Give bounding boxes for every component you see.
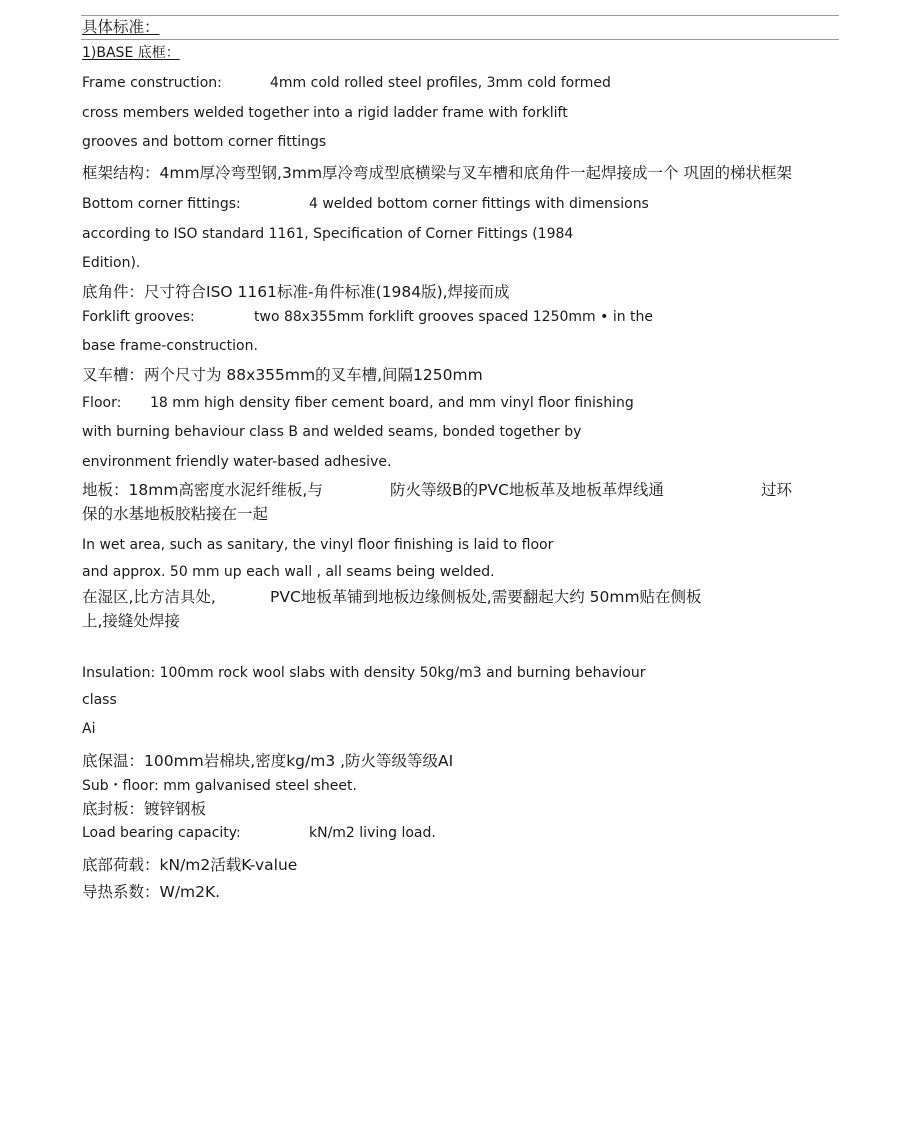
load-chinese: 底部荷载：kN/m2活载K-value xyxy=(82,856,298,874)
frame-label: Frame construction: xyxy=(82,75,222,91)
insulation-text: Ai xyxy=(82,721,96,737)
heading-rule xyxy=(81,39,839,40)
floor-chinese: 保的水基地板胶粘接在一起 xyxy=(82,505,269,523)
wet-chinese: 在湿区,比方洁具处, xyxy=(82,588,216,606)
corner-text: according to ISO standard 1161, Specification of Corner Fittings (1984 xyxy=(82,226,574,242)
subfloor-text: Sub・floor: mm galvanised steel sheet. xyxy=(82,778,357,794)
frame-value: 4mm cold rolled steel profiles, 3mm cold formed xyxy=(270,75,611,91)
wet-text: In wet area, such as sanitary, the vinyl floor finishing is laid to floor xyxy=(82,537,554,553)
floor-chinese: 防火等级B的PVC地板革及地板革焊线通 xyxy=(390,481,664,499)
floor-label: Floor: xyxy=(82,395,122,411)
floor-value: 18 mm high density fiber cement board, and mm vinyl floor finishing xyxy=(150,395,634,411)
forklift-value: two 88x355mm forklift grooves spaced 1250mm • in the xyxy=(254,309,654,325)
page-heading: 具体标准： xyxy=(82,18,160,36)
corner-text: Edition). xyxy=(82,255,141,271)
floor-text: environment friendly water-based adhesive. xyxy=(82,454,392,470)
subfloor-chinese: 底封板：镀锌钢板 xyxy=(82,800,207,818)
section-title-base: 1)BASE 底框： xyxy=(82,45,180,61)
insulation-chinese: 底保温：100mm岩棉块,密度kg/m3 ,防火等级等级AI xyxy=(82,752,454,770)
forklift-text: base frame-construction. xyxy=(82,338,258,354)
thermal-chinese: 导热系数：W/m2K. xyxy=(82,883,221,901)
top-rule xyxy=(81,15,839,16)
frame-chinese: 框架结构：4mm厚冷弯型钢,3mm厚冷弯成型底横梁与叉车槽和底角件一起焊接成一个 巩固的梯状框架 xyxy=(82,164,792,182)
floor-chinese: 地板：18mm高密度水泥纤维板,与 xyxy=(82,481,323,499)
wet-chinese: 上,接缝处焊接 xyxy=(82,612,180,630)
wet-text: and approx. 50 mm up each wall , all seams being welded. xyxy=(82,564,495,580)
insulation-text: Insulation: 100mm rock wool slabs with density 50kg/m3 and burning behaviour xyxy=(82,665,646,681)
frame-text: grooves and bottom corner fittings xyxy=(82,134,327,150)
load-label: Load bearing capacity: xyxy=(82,825,241,841)
wet-chinese: PVC地板革铺到地板边缘侧板处,需要翻起大约 50mm贴在侧板 xyxy=(270,588,702,606)
corner-chinese: 底角件：尺寸符合ISO 1161标准-角件标准(1984版),焊接而成 xyxy=(82,283,510,301)
load-value: kN/m2 living load. xyxy=(309,825,436,841)
forklift-label: Forklift grooves: xyxy=(82,309,195,325)
corner-value: 4 welded bottom corner fittings with dimensions xyxy=(309,196,649,212)
forklift-chinese: 叉车槽：两个尺寸为 88x355mm的叉车槽,间隔1250mm xyxy=(82,366,483,384)
corner-label: Bottom corner fittings: xyxy=(82,196,241,212)
floor-chinese: 过环 xyxy=(761,481,793,499)
frame-text: cross members welded together into a rigid ladder frame with forklift xyxy=(82,105,568,121)
insulation-text: class xyxy=(82,692,117,708)
floor-text: with burning behaviour class B and welded seams, bonded together by xyxy=(82,424,582,440)
